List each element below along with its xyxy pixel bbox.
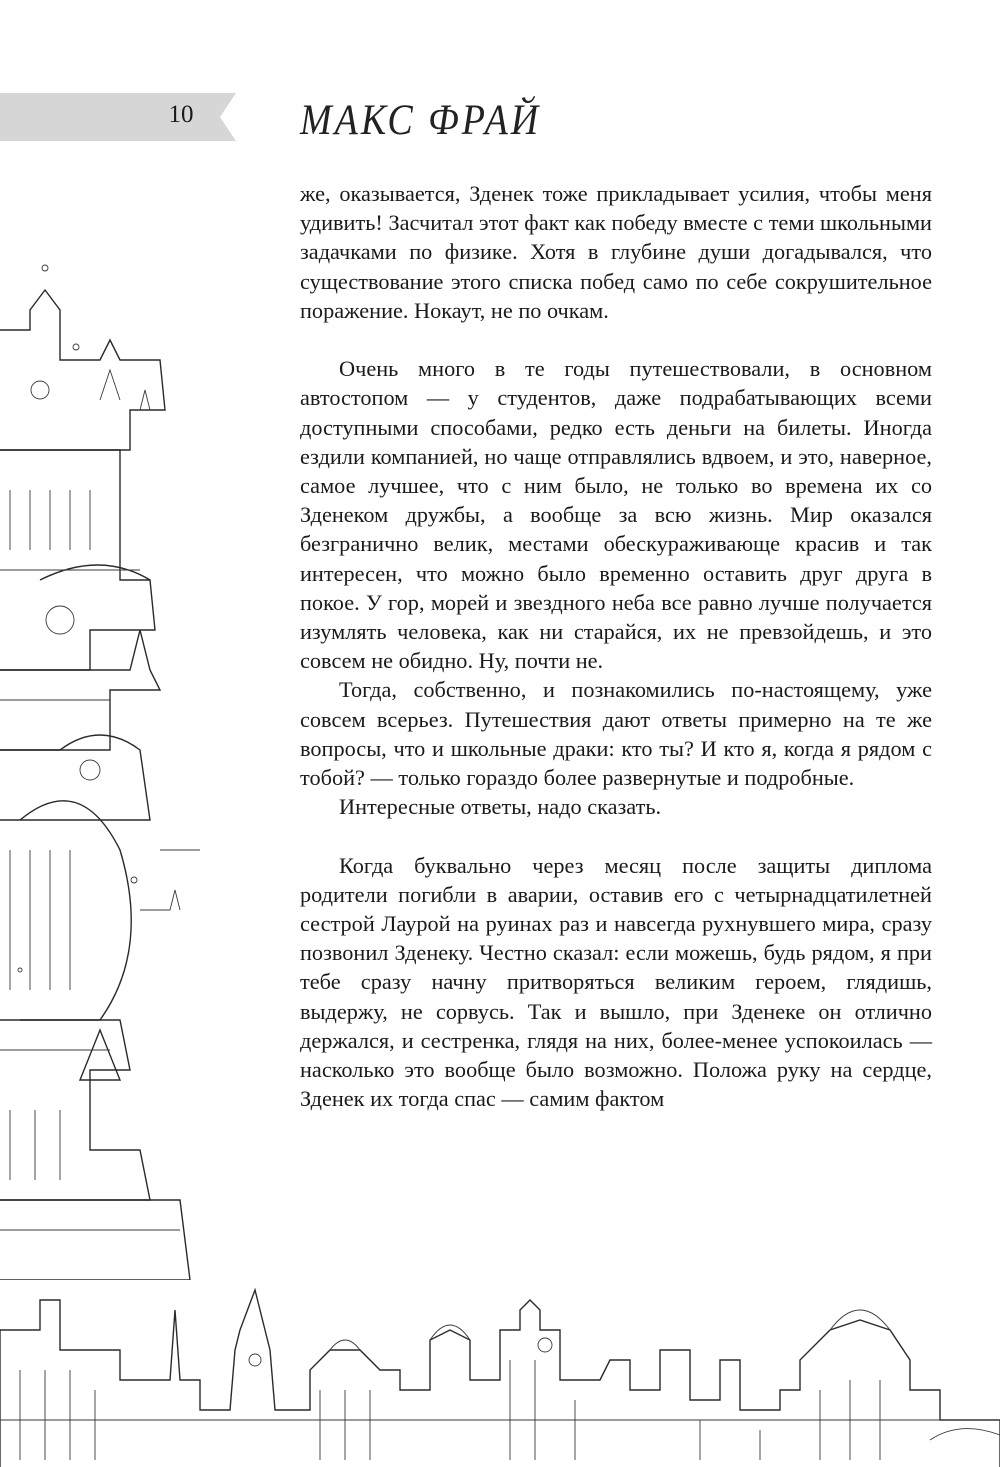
page-number-tab [0, 93, 236, 141]
city-tower-sketch [0, 250, 235, 1280]
page-number: 10 [168, 101, 194, 128]
running-header-author: МАКС ФРАЙ [300, 96, 542, 145]
paragraph: Интересные ответы, надо сказать. [339, 794, 662, 820]
paragraph: Когда буквально через месяц после защиты диплома родители погибли в аварии, оставив его с четырнадцатилетней сестрой Лаурой на руинах раз и навсегда рухнувшего мира, сразу позвонил Зденеку. Честно сказал: если можешь, будь рядом, я при тебе сразу начну притворяться великим героем, глядишь, выдержу, не сорвусь. Так и вышло, при Зденеке он отлично держался, и сестренка, глядя на них, более-менее успокоилась — насколько это вообще было возможно. Положа руку на сердце, Зденек их тогда спас — самим фактом [300, 852, 932, 1112]
paragraph: Тогда, собственно, и познакомились по-настоящему, уже совсем всерьез. Путешествия дают ответы примерно на те же вопросы, что и школьные драки: кто ты? И кто я, когда я рядом с тобой? — только гораздо более развернутые и подробные. [300, 677, 932, 791]
body-text [300, 179, 932, 1113]
paragraph: же, оказывается, Зденек тоже прикладывает усилия, чтобы меня удивить! Засчитал этот факт как победу вместе с теми школьными задачками по физике. Хотя в глубине души догадывался, что существование этого списка побед само по себе сокрушительное поражение. Нокаут, не по очкам. [300, 181, 932, 323]
city-skyline-sketch [0, 1270, 1000, 1467]
paragraph: Очень много в те годы путешествовали, в основном автостопом — у студентов, даже подрабатывающих всеми доступными способами, редко есть деньги на билеты. Иногда ездили компанией, но чаще отправлялись вдвоем, и это, наверное, самое лучшее, что с ним было, не только во времена их со Зденеком дружбы, а вообще за всю жизнь. Мир оказался безгранично велик, местами обескураживающе красив и так интересен, что можно было временно оставить друг друга в покое. У гор, морей и звездного неба все равно лучше получается изумлять человека, как ни старайся, их не превзойдешь, и это совсем не обидно. Ну, почти не. [300, 356, 932, 674]
